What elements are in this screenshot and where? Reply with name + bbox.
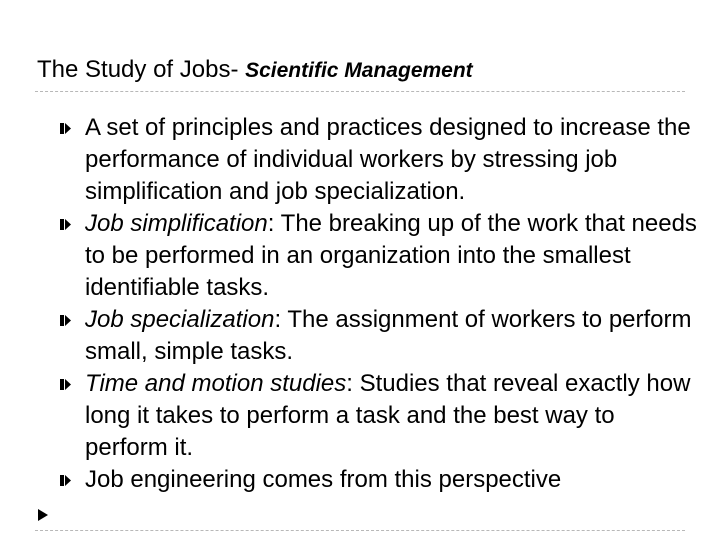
bullet-item — [60, 368, 700, 464]
bullet-item — [60, 208, 700, 304]
wing-bullet-icon — [60, 315, 71, 326]
bullet-text: : Studies that reveal exactly how long it takes to perform a task and the best way to perform it. — [85, 370, 691, 461]
bullet-text: : The breaking up of the work that needs to be performed in an organization into the smallest identifiable tasks. — [85, 210, 697, 301]
wing-bullet-icon — [60, 123, 71, 134]
bullet-item — [60, 112, 700, 208]
slide-title — [37, 55, 473, 86]
bullet-text: : The assignment of workers to perform small, simple tasks. — [85, 306, 692, 365]
bullet-list — [60, 112, 700, 496]
wing-bullet-icon — [60, 379, 71, 390]
bullet-text: Job engineering comes from this perspective — [85, 466, 562, 493]
bullet-term: Time and motion studies — [85, 370, 347, 397]
bullet-text: A set of principles and practices designed to increase the performance of individual workers by stressing job simplification and job specialization. — [85, 114, 691, 205]
wing-bullet-icon — [60, 219, 71, 230]
wing-bullet-icon — [60, 475, 71, 486]
bullet-item — [60, 464, 700, 496]
bottom-divider — [35, 530, 685, 531]
bullet-term: Job specialization — [85, 306, 275, 333]
play-arrow-icon[interactable] — [38, 509, 48, 521]
bullet-item — [60, 304, 700, 368]
title-main: The Study of Jobs- — [37, 56, 239, 83]
top-divider — [35, 91, 685, 92]
title-subtitle: Scientific Management — [245, 59, 473, 82]
bullet-term: Job simplification — [85, 210, 268, 237]
